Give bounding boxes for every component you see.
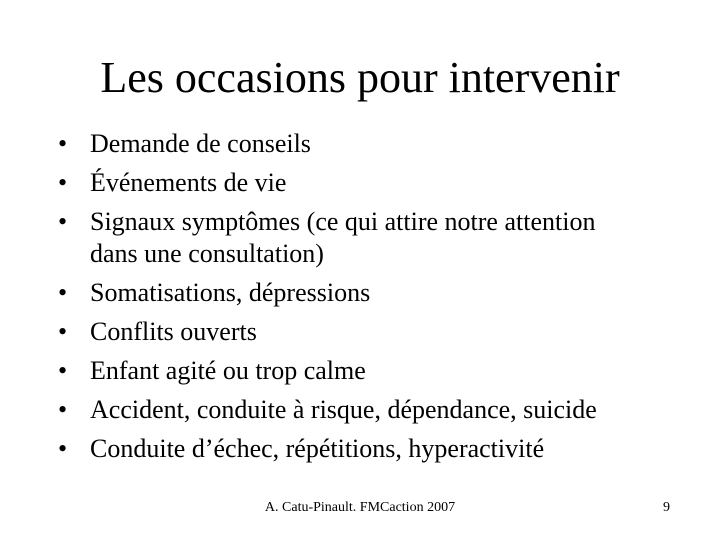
bullet-item-4 [58, 273, 678, 312]
page-number: 9 [663, 500, 670, 515]
bullet-dot-icon: • [58, 129, 68, 158]
bullet-item-3 [58, 202, 678, 273]
bullet-item-7 [58, 390, 678, 429]
bullet-dot-icon: • [58, 207, 68, 236]
bullet-dot-icon: • [58, 395, 68, 424]
bullet-text: Demande de conseils [90, 129, 311, 158]
bullet-item-5 [58, 312, 678, 351]
bullet-text: Conduite d’échec, répétitions, hyperactivité [90, 434, 545, 463]
bullet-item-1 [58, 124, 678, 163]
bullet-item-6 [58, 351, 678, 390]
bullet-item-8 [58, 429, 678, 468]
bullet-text: Enfant agité ou trop calme [90, 356, 366, 385]
bullet-text: Accident, conduite à risque, dépendance, suicide [90, 395, 597, 424]
bullet-list [58, 124, 678, 468]
bullet-text-continuation: dans une consultation) [90, 239, 324, 268]
bullet-dot-icon: • [58, 317, 68, 346]
slide-title: Les occasions pour intervenir [100, 53, 620, 102]
slide-footer: A. Catu-Pinault. FMCaction 2007 [264, 500, 456, 515]
bullet-text: Somatisations, dépressions [90, 278, 371, 307]
bullet-dot-icon: • [58, 278, 68, 307]
bullet-text: Conflits ouverts [90, 317, 257, 346]
bullet-text: Événements de vie [90, 168, 287, 197]
bullet-text: Signaux symptômes (ce qui attire notre attention [90, 207, 596, 236]
bullet-dot-icon: • [58, 434, 68, 463]
bullet-item-2 [58, 163, 678, 202]
bullet-dot-icon: • [58, 168, 68, 197]
bullet-dot-icon: • [58, 356, 68, 385]
